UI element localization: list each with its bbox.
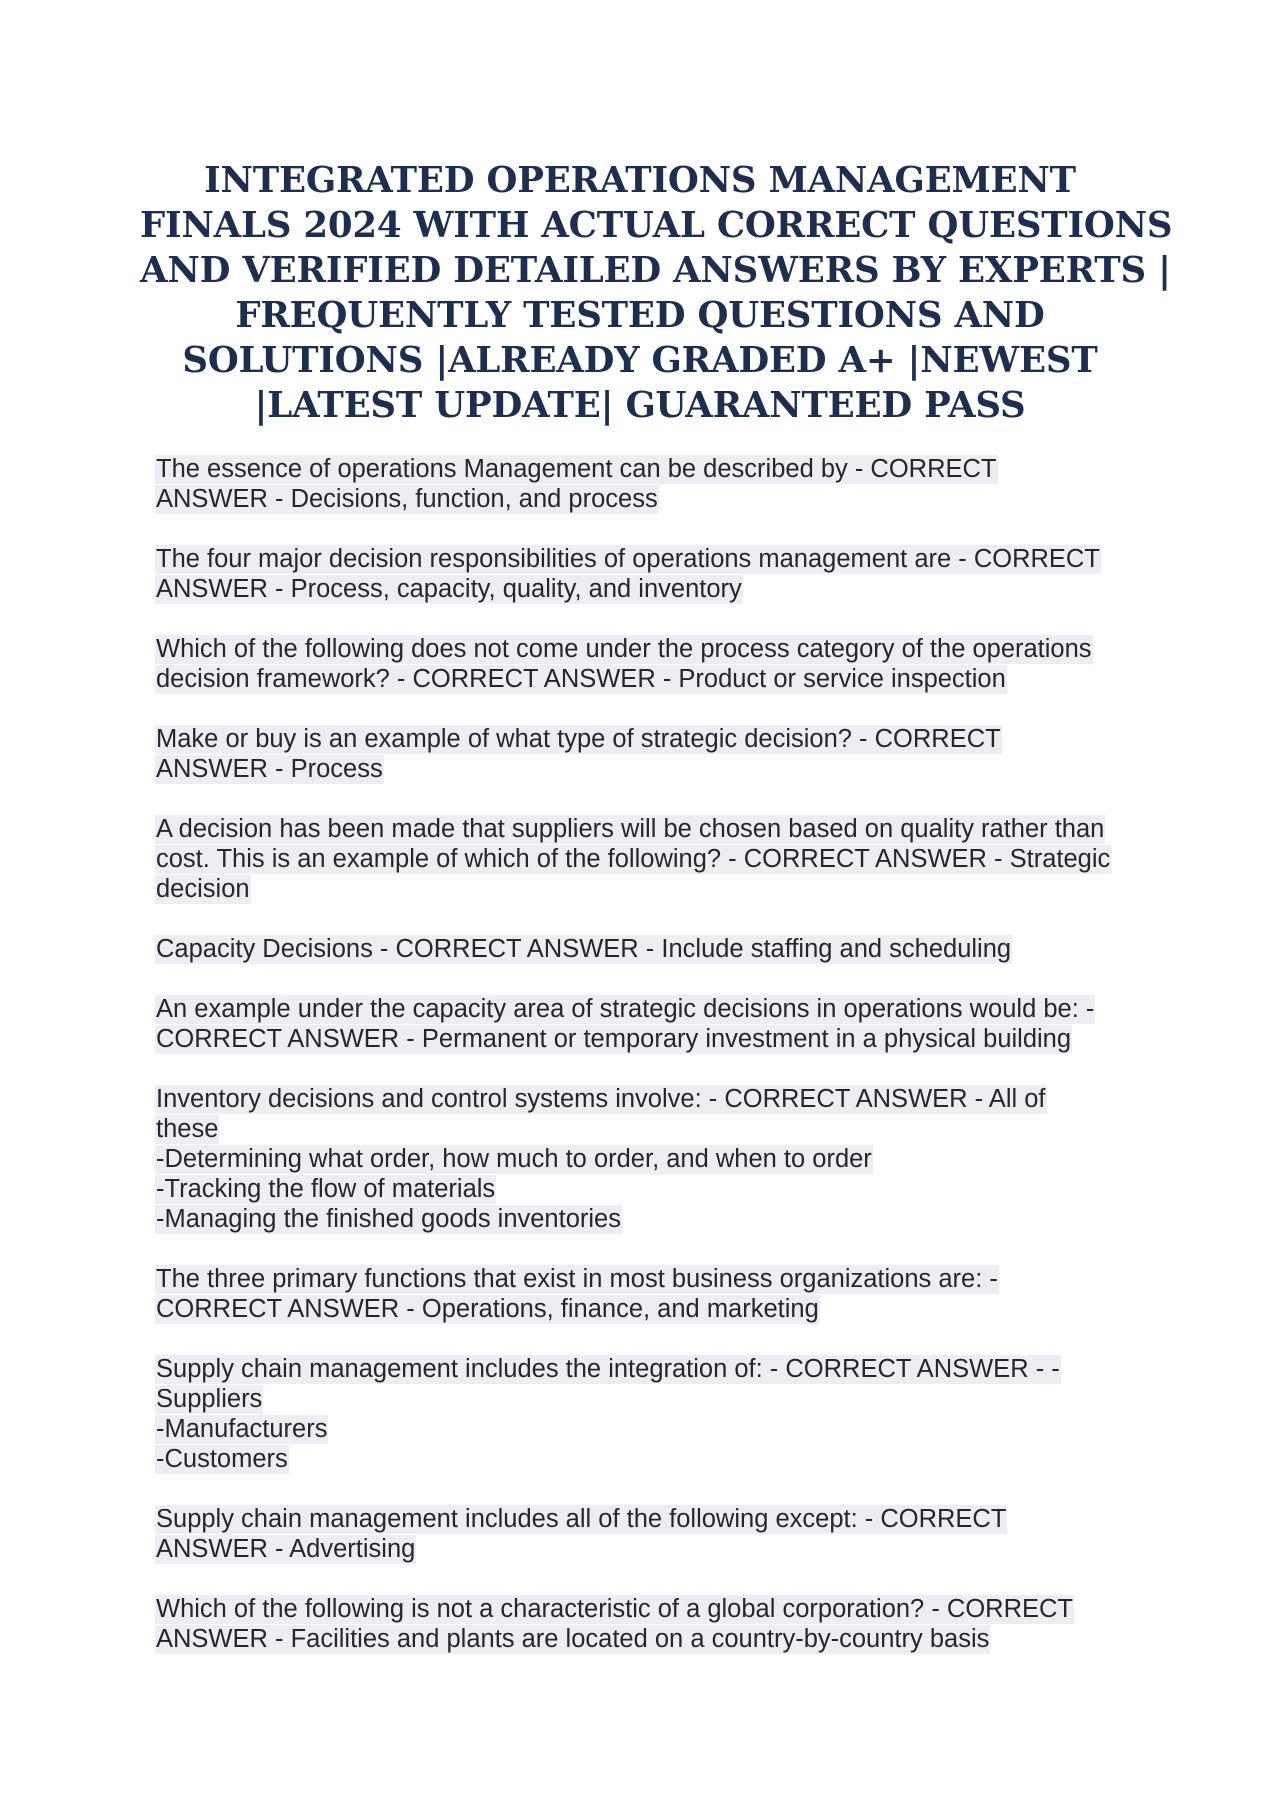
qa-line-text: cost. This is an example of which of the following? - CORRECT ANSWER - Strategic (156, 845, 1111, 873)
title-line: SOLUTIONS |ALREADY GRADED A+ |NEWEST (182, 340, 1098, 381)
qa-line-text: ANSWER - Process, capacity, quality, and inventory (156, 575, 742, 603)
qa-list (155, 454, 1135, 1684)
qa-line (155, 994, 1135, 1024)
qa-line-text: Capacity Decisions - CORRECT ANSWER - Include staffing and scheduling (156, 935, 1012, 963)
qa-item (155, 1594, 1135, 1654)
qa-line (155, 1264, 1135, 1294)
qa-line-text: -Managing the finished goods inventories (156, 1205, 621, 1233)
qa-line-text: A decision has been made that suppliers will be chosen based on quality rather than (156, 815, 1105, 843)
qa-line (155, 934, 1135, 964)
qa-line (155, 634, 1135, 664)
qa-line-text: ANSWER - Facilities and plants are located on a country-by-country basis (156, 1625, 990, 1653)
qa-line-text: The four major decision responsibilities of operations management are - CORRECT (156, 545, 1100, 573)
qa-item (155, 1084, 1135, 1234)
qa-line-text: Which of the following is not a characteristic of a global corporation? - CORRECT (156, 1595, 1073, 1623)
qa-line-text: -Customers (156, 1445, 288, 1473)
title-line: AND VERIFIED DETAILED ANSWERS BY EXPERTS | (140, 250, 1171, 291)
qa-item (155, 814, 1135, 904)
qa-line (155, 844, 1135, 874)
qa-line-text: Supply chain management includes the integration of: - CORRECT ANSWER - - (156, 1355, 1060, 1383)
qa-line (155, 1534, 1135, 1564)
qa-line-text: CORRECT ANSWER - Operations, finance, and marketing (156, 1295, 819, 1323)
qa-line-text: ANSWER - Decisions, function, and process (156, 485, 658, 513)
qa-line-text: Suppliers (156, 1385, 263, 1413)
qa-line (155, 1504, 1135, 1534)
qa-item (155, 544, 1135, 604)
qa-line-text: Supply chain management includes all of the following except: - CORRECT (156, 1505, 1007, 1533)
qa-line (155, 454, 1135, 484)
qa-line-text: decision framework? - CORRECT ANSWER - Product or service inspection (156, 665, 1006, 693)
qa-line-text: -Manufacturers (156, 1415, 328, 1443)
qa-line-text: ANSWER - Advertising (156, 1535, 416, 1563)
qa-item (155, 1354, 1135, 1474)
qa-line (155, 574, 1135, 604)
qa-line-text: these (156, 1115, 219, 1143)
title-line: FINALS 2024 WITH ACTUAL CORRECT QUESTIONS (140, 205, 1173, 246)
qa-line (155, 1384, 1135, 1414)
title-line: FREQUENTLY TESTED QUESTIONS AND (235, 295, 1045, 336)
qa-line (155, 544, 1135, 574)
qa-line-text: -Determining what order, how much to order, and when to order (156, 1145, 872, 1173)
qa-item (155, 1264, 1135, 1324)
qa-item (155, 724, 1135, 784)
qa-line-text: CORRECT ANSWER - Permanent or temporary investment in a physical building (156, 1025, 1072, 1053)
qa-line-text: An example under the capacity area of strategic decisions in operations would be: - (156, 995, 1095, 1023)
title-line: INTEGRATED OPERATIONS MANAGEMENT (204, 160, 1076, 201)
qa-line-text: decision (156, 875, 250, 903)
qa-line (155, 1354, 1135, 1384)
qa-line (155, 1294, 1135, 1324)
qa-line (155, 484, 1135, 514)
qa-line-text: ANSWER - Process (156, 755, 383, 783)
qa-line (155, 874, 1135, 904)
qa-line (155, 754, 1135, 784)
qa-line (155, 1024, 1135, 1054)
qa-line (155, 1414, 1135, 1444)
qa-line (155, 1624, 1135, 1654)
qa-line (155, 1114, 1135, 1144)
qa-item (155, 634, 1135, 694)
qa-line (155, 1144, 1135, 1174)
qa-line (155, 1204, 1135, 1234)
qa-line-text: Make or buy is an example of what type of strategic decision? - CORRECT (156, 725, 1001, 753)
qa-item (155, 934, 1135, 964)
qa-line-text: -Tracking the flow of materials (156, 1175, 496, 1203)
qa-line (155, 1594, 1135, 1624)
qa-line (155, 664, 1135, 694)
qa-item (155, 1504, 1135, 1564)
qa-line (155, 1444, 1135, 1474)
qa-line-text: Which of the following does not come under the process category of the operations (156, 635, 1092, 663)
qa-line-text: The essence of operations Management can be described by - CORRECT (156, 455, 997, 483)
qa-line-text: Inventory decisions and control systems involve: - CORRECT ANSWER - All of (156, 1085, 1046, 1113)
document-title (140, 158, 1173, 428)
qa-line-text: The three primary functions that exist in most business organizations are: - (156, 1265, 998, 1293)
qa-line (155, 1084, 1135, 1114)
qa-item (155, 454, 1135, 514)
qa-line (155, 724, 1135, 754)
qa-item (155, 994, 1135, 1054)
qa-line (155, 814, 1135, 844)
qa-line (155, 1174, 1135, 1204)
title-line: |LATEST UPDATE| GUARANTEED PASS (254, 385, 1026, 426)
